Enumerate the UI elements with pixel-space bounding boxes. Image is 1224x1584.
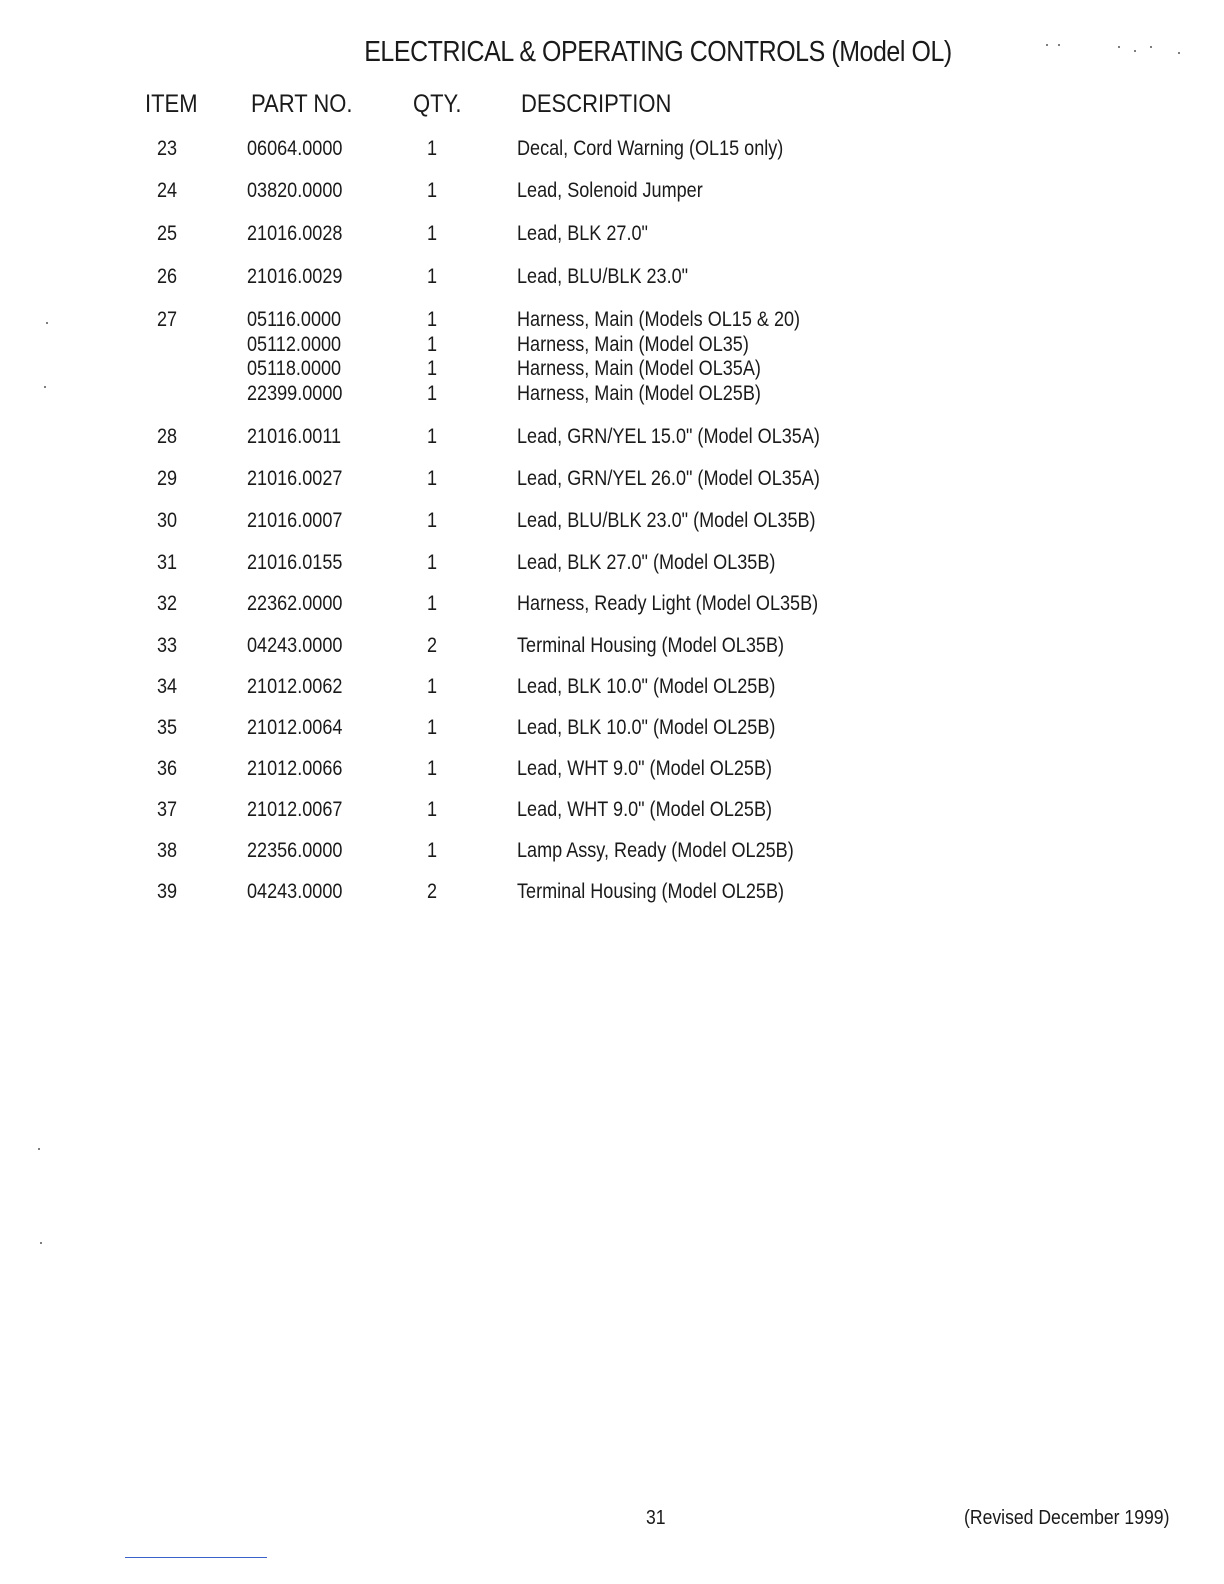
description: Harness, Main (Model OL35) [517,333,749,356]
item-number: 29 [157,467,178,490]
description: Lead, BLK 27.0" [517,222,648,245]
part-number: 21016.0011 [247,425,342,448]
quantity: 1 [427,333,438,356]
description: Lead, Solenoid Jumper [517,179,703,202]
part-number: 21012.0067 [247,798,343,821]
item-number: 38 [157,839,178,862]
item-number: 26 [157,265,178,288]
item-number: 35 [157,716,178,739]
header-part-no: PART NO. [251,90,353,118]
description: Harness, Main (Models OL15 & 20) [517,308,801,331]
description: Terminal Housing (Model OL25B) [517,880,785,903]
quantity: 1 [427,839,438,862]
item-number: 23 [157,137,178,160]
part-number: 22362.0000 [247,592,343,615]
scan-speck [1178,52,1180,54]
quantity: 1 [427,716,438,739]
item-number: 24 [157,179,178,202]
description: Lead, GRN/YEL 26.0" (Model OL35A) [517,467,820,490]
column-headers [0,90,1224,126]
item-number: 32 [157,592,178,615]
item-number: 33 [157,634,178,657]
item-number: 30 [157,509,178,532]
quantity: 1 [427,357,438,380]
quantity: 1 [427,509,438,532]
description: Harness, Ready Light (Model OL35B) [517,592,819,615]
item-number: 28 [157,425,178,448]
part-number: 21012.0062 [247,675,343,698]
header-description: DESCRIPTION [521,90,672,118]
quantity: 1 [427,179,438,202]
quantity: 1 [427,425,438,448]
scan-speck [38,1148,40,1150]
description: Lead, WHT 9.0" (Model OL25B) [517,757,773,780]
scan-speck [46,322,48,324]
description: Lead, BLK 10.0" (Model OL25B) [517,675,776,698]
quantity: 1 [427,757,438,780]
quantity: 2 [427,634,438,657]
item-number: 34 [157,675,178,698]
scan-speck [1046,44,1048,46]
quantity: 1 [427,675,438,698]
header-qty: QTY. [413,90,462,118]
part-number: 21016.0155 [247,551,343,574]
scan-speck [1118,46,1120,48]
item-number: 31 [157,551,178,574]
scan-speck [1150,46,1152,48]
description: Lead, BLU/BLK 23.0" (Model OL35B) [517,509,816,532]
revision-note: (Revised December 1999) [964,1507,1170,1529]
page-number: 31 [646,1507,666,1529]
quantity: 1 [427,592,438,615]
part-number: 03820.0000 [247,179,343,202]
header-item: ITEM [145,90,198,118]
quantity: 1 [427,467,438,490]
part-number: 21016.0007 [247,509,343,532]
part-number: 22399.0000 [247,382,343,405]
part-number: 05118.0000 [247,357,342,380]
quantity: 1 [427,798,438,821]
scan-speck [44,386,46,388]
part-number: 21016.0027 [247,467,343,490]
item-number: 37 [157,798,178,821]
description: Harness, Main (Model OL25B) [517,382,761,405]
item-number: 36 [157,757,178,780]
quantity: 1 [427,222,438,245]
description: Lead, BLK 27.0" (Model OL35B) [517,551,776,574]
description: Lead, BLU/BLK 23.0" [517,265,689,288]
quantity: 1 [427,551,438,574]
scan-speck [40,1242,42,1244]
item-number: 39 [157,880,178,903]
description: Lead, GRN/YEL 15.0" (Model OL35A) [517,425,820,448]
scan-speck [1058,44,1060,46]
description: Decal, Cord Warning (OL15 only) [517,137,784,160]
part-number: 21012.0064 [247,716,343,739]
part-number: 22356.0000 [247,839,343,862]
bottom-rule [125,1557,267,1558]
part-number: 21016.0028 [247,222,343,245]
scan-speck [1134,50,1136,52]
description: Harness, Main (Model OL35A) [517,357,761,380]
quantity: 1 [427,265,438,288]
quantity: 1 [427,308,438,331]
part-number: 21016.0029 [247,265,343,288]
part-number: 04243.0000 [247,880,343,903]
description: Lead, WHT 9.0" (Model OL25B) [517,798,773,821]
part-number: 05116.0000 [247,308,342,331]
quantity: 1 [427,137,438,160]
item-number: 25 [157,222,178,245]
item-number: 27 [157,308,178,331]
part-number: 05112.0000 [247,333,342,356]
part-number: 21012.0066 [247,757,343,780]
description: Lead, BLK 10.0" (Model OL25B) [517,716,776,739]
quantity: 2 [427,880,438,903]
part-number: 06064.0000 [247,137,343,160]
description: Terminal Housing (Model OL35B) [517,634,785,657]
part-number: 04243.0000 [247,634,343,657]
page-title: ELECTRICAL & OPERATING CONTROLS (Model OL) [364,36,952,68]
description: Lamp Assy, Ready (Model OL25B) [517,839,794,862]
quantity: 1 [427,382,438,405]
